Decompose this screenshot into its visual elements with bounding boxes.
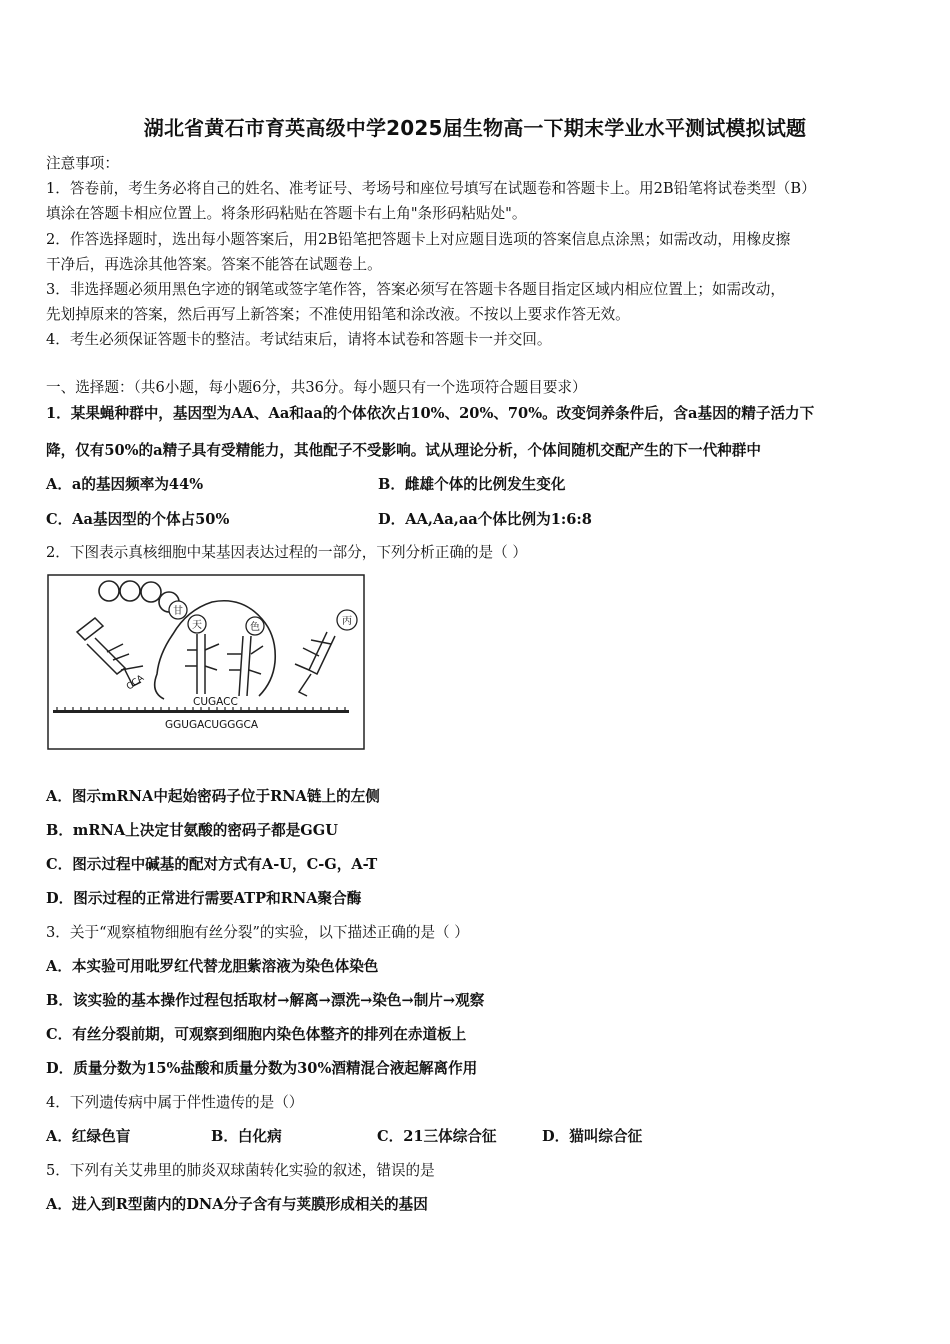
q3-option-b: B．该实验的基本操作过程包括取材→解离→漂洗→染色→制片→观察 (46, 992, 485, 1009)
q4-option-b: B．白化病 (211, 1128, 282, 1145)
q2-option-a: A．图示mRNA中起始密码子位于RNA链上的左侧 (46, 788, 380, 805)
notice-line: 4．考生必须保证答题卡的整洁。考试结束后，请将本试卷和答题卡一并交回。 (46, 331, 552, 348)
notice-line: 先划掉原来的答案，然后再写上新答案；不准使用铅笔和涂改液。不按以上要求作答无效。 (46, 306, 630, 323)
notice-heading: 注意事项： (46, 155, 119, 172)
notice-line: 3．非选择题必须用黑色字迹的钢笔或签字笔作答，答案必须写在答题卡各题目指定区域内相应位置上；如需改动， (46, 281, 785, 298)
label-gly: 甘 (173, 606, 183, 617)
q1-option-a: A．a的基因频率为44% (46, 476, 204, 493)
q4-stem: 4．下列遗传病中属于伴性遗传的是（） (46, 1094, 304, 1111)
q4-option-a: A．红绿色盲 (46, 1128, 131, 1145)
q3-stem: 3．关于“观察植物细胞有丝分裂”的实验，以下描述正确的是（ ） (46, 924, 469, 941)
q1-option-c: C．Aa基因型的个体占50% (46, 511, 230, 528)
q3-option-a: A．本实验可用吡罗红代替龙胆紫溶液为染色体染色 (46, 958, 379, 975)
q2-option-d: D．图示过程的正常进行需要ATP和RNA聚合酶 (46, 890, 362, 907)
q1-option-d: D．AA,Aa,aa个体比例为1:6:8 (378, 511, 592, 528)
q1-stem-line2: 降，仅有50%的a精子具有受精能力，其他配子不受影响。试从理论分析，个体间随机交配产生的下一代种群中 (46, 442, 761, 459)
page-title: 湖北省黄石市育英高级中学2025届生物高一下期末学业水平测试模拟试题 (143, 116, 807, 140)
mrna-sequence-label: GGUGACUGGGCA (165, 719, 259, 731)
q3-option-d: D．质量分数为15%盐酸和质量分数为30%酒精混合液起解离作用 (46, 1060, 478, 1077)
q4-option-c: C．21三体综合征 (377, 1128, 497, 1145)
label-asp: 天 (192, 620, 202, 631)
section-heading: 一、选择题：（共6小题，每小题6分，共36分。每小题只有一个选项符合题目要求） (46, 379, 587, 396)
q3-option-c: C．有丝分裂前期，可观察到细胞内染色体整齐的排列在赤道板上 (46, 1026, 467, 1043)
q1-option-b: B．雌雄个体的比例发生变化 (378, 476, 566, 493)
anticodon-label: CUGACC (193, 696, 238, 708)
cca-label: CCA (124, 673, 147, 693)
q2-stem: 2．下图表示真核细胞中某基因表达过程的一部分，下列分析正确的是（ ） (46, 544, 527, 561)
q5-stem: 5．下列有关艾弗里的肺炎双球菌转化实验的叙述，错误的是 (46, 1162, 435, 1179)
notice-line: 1．答卷前，考生务必将自己的姓名、准考证号、考场号和座位号填写在试题卷和答题卡上。用2B铅笔将试卷类型（B） (46, 180, 816, 197)
q2-option-b: B．mRNA上决定甘氨酸的密码子都是GGU (46, 822, 338, 839)
label-ala: 丙 (342, 616, 352, 627)
q4-option-d: D．猫叫综合征 (542, 1128, 643, 1145)
notice-line: 2．作答选择题时，选出每小题答案后，用2B铅笔把答题卡上对应题目选项的答案信息点涂黑；如需改动，用橡皮擦 (46, 231, 791, 248)
q2-option-c: C．图示过程中碱基的配对方式有A-U，C-G，A-T (46, 856, 378, 873)
mrna-strand (53, 710, 349, 713)
label-trp: 色 (250, 622, 260, 633)
q5-option-a: A．进入到R型菌内的DNA分子含有与荚膜形成相关的基因 (46, 1196, 428, 1213)
notice-line: 干净后，再选涂其他答案。答案不能答在试题卷上。 (46, 256, 382, 273)
q1-stem-line1: 1．某果蝇种群中，基因型为AA、Aa和aa的个体依次占10%、20%、70%。改变饲养条件后，含a基因的精子活力下 (46, 405, 815, 422)
translation-diagram (47, 574, 365, 750)
notice-line: 填涂在答题卡相应位置上。将条形码粘贴在答题卡右上角"条形码粘贴处"。 (46, 205, 527, 222)
